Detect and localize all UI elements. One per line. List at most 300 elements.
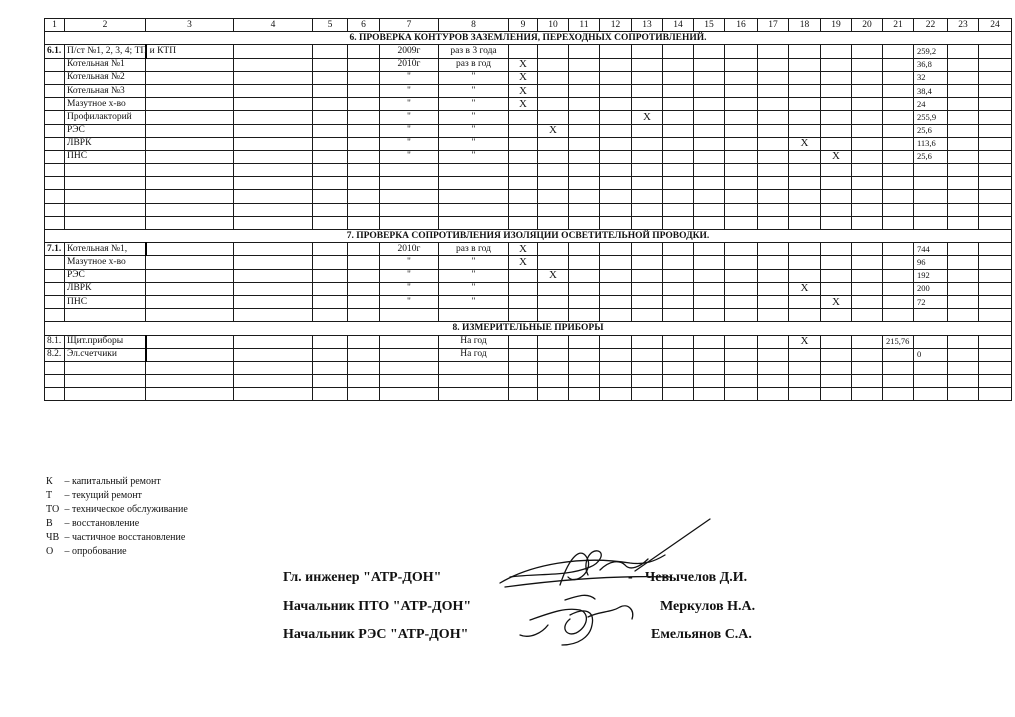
table-cell — [600, 177, 632, 190]
table-cell — [821, 388, 852, 401]
table-cell — [979, 335, 1012, 348]
table-cell — [146, 137, 234, 150]
period-cell: раз в 3 года — [439, 45, 509, 58]
signature-dash: - — [628, 570, 633, 585]
table-cell — [569, 124, 600, 137]
table-cell — [380, 190, 439, 203]
table-cell — [146, 98, 234, 111]
period-cell: " — [439, 111, 509, 124]
table-cell — [914, 388, 948, 401]
table-cell — [694, 203, 725, 216]
section-title-row — [45, 322, 1012, 335]
table-cell — [725, 243, 758, 256]
table-cell — [348, 216, 380, 229]
table-row — [45, 335, 1012, 348]
table-cell — [694, 335, 725, 348]
table-cell — [758, 243, 789, 256]
table-cell — [694, 124, 725, 137]
table-cell — [146, 190, 234, 203]
table-cell — [758, 348, 789, 361]
table-cell — [758, 216, 789, 229]
table-cell — [883, 58, 914, 71]
column-header: 14 — [663, 19, 694, 32]
table-cell — [883, 295, 914, 308]
table-cell — [348, 348, 380, 361]
table-cell — [883, 177, 914, 190]
year-cell: 2010г — [380, 58, 439, 71]
year-cell: " — [380, 256, 439, 269]
object-name: ПНС — [65, 295, 146, 308]
column-header: 20 — [852, 19, 883, 32]
table-cell — [348, 111, 380, 124]
row-number — [45, 282, 65, 295]
column-header: 3 — [146, 19, 234, 32]
value-cell: 200 — [914, 282, 948, 295]
table-cell — [725, 309, 758, 322]
empty-row — [45, 375, 1012, 388]
table-cell — [821, 203, 852, 216]
table-cell — [948, 295, 979, 308]
table-cell — [883, 98, 914, 111]
table-cell — [313, 295, 348, 308]
schedule-mark: X — [821, 150, 852, 163]
table-cell — [789, 203, 821, 216]
column-header: 10 — [538, 19, 569, 32]
table-cell — [600, 348, 632, 361]
table-cell — [538, 348, 569, 361]
table-cell — [821, 269, 852, 282]
table-cell — [883, 282, 914, 295]
table-cell — [313, 45, 348, 58]
table-cell — [632, 84, 663, 97]
table-cell — [725, 177, 758, 190]
table-cell — [979, 256, 1012, 269]
year-cell: " — [380, 98, 439, 111]
table-cell — [725, 45, 758, 58]
table-cell — [725, 269, 758, 282]
table-cell — [146, 335, 234, 348]
object-name: Эл.счетчики — [65, 348, 146, 361]
table-cell — [725, 335, 758, 348]
table-cell — [538, 375, 569, 388]
table-row — [45, 111, 1012, 124]
table-row — [45, 71, 1012, 84]
table-cell — [821, 98, 852, 111]
table-cell — [979, 282, 1012, 295]
row-number: 6.1. — [45, 45, 65, 58]
table-cell — [600, 124, 632, 137]
row-number — [45, 295, 65, 308]
table-cell — [313, 124, 348, 137]
table-cell — [948, 243, 979, 256]
table-cell — [883, 388, 914, 401]
table-cell — [948, 388, 979, 401]
value-cell: 25,6 — [914, 124, 948, 137]
table-cell — [234, 111, 313, 124]
table-cell — [979, 84, 1012, 97]
value-cell: 24 — [914, 98, 948, 111]
row-number — [45, 124, 65, 137]
table-cell — [948, 98, 979, 111]
section-title-row — [45, 230, 1012, 243]
table-cell — [789, 309, 821, 322]
table-cell — [632, 295, 663, 308]
table-cell — [348, 335, 380, 348]
column-header: 1 — [45, 19, 65, 32]
column-header: 23 — [948, 19, 979, 32]
table-cell — [883, 216, 914, 229]
year-cell: " — [380, 269, 439, 282]
table-cell — [538, 335, 569, 348]
table-cell — [600, 45, 632, 58]
empty-row — [45, 388, 1012, 401]
column-header: 15 — [694, 19, 725, 32]
table-cell — [65, 361, 146, 374]
table-cell — [852, 256, 883, 269]
section-title: 8. ИЗМЕРИТЕЛЬНЫЕ ПРИБОРЫ — [45, 322, 1012, 335]
period-cell: раз в год — [439, 243, 509, 256]
table-cell — [600, 190, 632, 203]
table-cell — [632, 375, 663, 388]
table-cell — [948, 309, 979, 322]
legend-text: – текущий ремонт — [64, 490, 142, 501]
object-name: ЛВРК — [65, 282, 146, 295]
legend-code: В — [46, 518, 53, 529]
table-cell — [725, 190, 758, 203]
table-cell — [789, 98, 821, 111]
table-cell — [725, 71, 758, 84]
table-cell — [852, 282, 883, 295]
object-name: Профилакторий — [65, 111, 146, 124]
table-cell — [821, 375, 852, 388]
table-cell — [663, 98, 694, 111]
row-number — [45, 71, 65, 84]
legend-text: – частичное восстановление — [64, 532, 186, 543]
table-cell — [632, 58, 663, 71]
table-cell — [632, 150, 663, 163]
value-cell — [914, 335, 948, 348]
schedule-mark: X — [538, 269, 569, 282]
section-title: 7. ПРОВЕРКА СОПРОТИВЛЕНИЯ ИЗОЛЯЦИИ ОСВЕТИТЕЛЬНОЙ ПРОВОДКИ. — [45, 230, 1012, 243]
table-cell — [852, 84, 883, 97]
table-cell — [146, 164, 234, 177]
table-cell — [569, 216, 600, 229]
table-cell — [632, 388, 663, 401]
table-cell — [758, 84, 789, 97]
table-cell — [725, 282, 758, 295]
table-row — [45, 84, 1012, 97]
table-cell — [883, 269, 914, 282]
schedule-mark: X — [789, 137, 821, 150]
table-cell — [632, 177, 663, 190]
table-cell — [439, 164, 509, 177]
table-cell — [852, 216, 883, 229]
table-cell — [348, 84, 380, 97]
row-number — [45, 269, 65, 282]
table-cell — [979, 58, 1012, 71]
table-cell — [538, 203, 569, 216]
table-cell — [883, 150, 914, 163]
column-header: 9 — [509, 19, 538, 32]
row-number: 8.2. — [45, 348, 65, 361]
table-cell — [313, 243, 348, 256]
table-cell — [146, 243, 234, 256]
object-name: П/ст №1, 2, 3, 4; ТП и КТП — [65, 45, 146, 58]
table-cell — [914, 309, 948, 322]
table-cell — [538, 45, 569, 58]
table-cell — [789, 177, 821, 190]
table-cell — [65, 309, 146, 322]
table-cell — [694, 348, 725, 361]
value-cell: 259,2 — [914, 45, 948, 58]
table-cell — [234, 71, 313, 84]
table-cell — [852, 335, 883, 348]
value-cell: 96 — [914, 256, 948, 269]
table-cell — [694, 375, 725, 388]
period-cell: " — [439, 137, 509, 150]
table-cell — [146, 84, 234, 97]
table-cell — [758, 150, 789, 163]
value-cell: 215,76 — [883, 335, 914, 348]
table-cell — [569, 111, 600, 124]
table-cell — [380, 361, 439, 374]
period-cell: На год — [439, 335, 509, 348]
column-header: 24 — [979, 19, 1012, 32]
table-cell — [663, 150, 694, 163]
table-cell — [569, 137, 600, 150]
legend-text: – техническое обслуживание — [64, 504, 188, 515]
table-cell — [663, 111, 694, 124]
table-cell — [509, 309, 538, 322]
table-cell — [509, 190, 538, 203]
table-cell — [146, 177, 234, 190]
table-cell — [538, 295, 569, 308]
table-cell — [632, 243, 663, 256]
table-cell — [313, 216, 348, 229]
table-cell — [821, 190, 852, 203]
table-cell — [348, 295, 380, 308]
table-cell — [313, 348, 348, 361]
signature-title-chief-engineer: Гл. инженер "АТР-ДОН" — [283, 570, 442, 585]
table-cell — [758, 388, 789, 401]
table-cell — [789, 348, 821, 361]
table-cell — [600, 375, 632, 388]
table-cell — [789, 256, 821, 269]
table-cell — [663, 124, 694, 137]
table-cell — [694, 295, 725, 308]
table-cell — [146, 269, 234, 282]
table-cell — [883, 164, 914, 177]
table-cell — [852, 164, 883, 177]
column-header: 6 — [348, 19, 380, 32]
table-cell — [632, 348, 663, 361]
table-cell — [883, 190, 914, 203]
table-cell — [632, 256, 663, 269]
table-cell — [146, 71, 234, 84]
table-cell — [538, 71, 569, 84]
table-cell — [600, 388, 632, 401]
row-number — [45, 137, 65, 150]
period-cell: " — [439, 71, 509, 84]
table-cell — [313, 58, 348, 71]
table-cell — [821, 45, 852, 58]
table-cell — [758, 164, 789, 177]
empty-row — [45, 309, 1012, 322]
table-cell — [569, 309, 600, 322]
schedule-mark: X — [632, 111, 663, 124]
table-cell — [569, 388, 600, 401]
column-header: 17 — [758, 19, 789, 32]
table-row — [45, 45, 1012, 58]
table-cell — [694, 309, 725, 322]
object-name: Мазутное х-во — [65, 256, 146, 269]
table-cell — [694, 164, 725, 177]
table-cell — [600, 164, 632, 177]
table-cell — [725, 58, 758, 71]
table-cell — [538, 137, 569, 150]
table-cell — [789, 295, 821, 308]
period-cell: " — [439, 98, 509, 111]
table-cell — [821, 164, 852, 177]
table-cell — [821, 84, 852, 97]
table-cell — [758, 58, 789, 71]
table-cell — [694, 58, 725, 71]
table-cell — [948, 375, 979, 388]
value-cell: 113,6 — [914, 137, 948, 150]
table-cell — [789, 164, 821, 177]
table-cell — [348, 45, 380, 58]
column-header-row — [45, 19, 1012, 32]
table-cell — [914, 190, 948, 203]
object-name: Мазутное х-во — [65, 98, 146, 111]
legend-item — [46, 489, 188, 503]
table-cell — [663, 361, 694, 374]
table-cell — [234, 256, 313, 269]
table-cell — [789, 71, 821, 84]
table-cell — [538, 216, 569, 229]
table-cell — [146, 309, 234, 322]
period-cell: " — [439, 269, 509, 282]
table-cell — [914, 361, 948, 374]
table-cell — [979, 269, 1012, 282]
column-header: 12 — [600, 19, 632, 32]
table-cell — [694, 98, 725, 111]
table-cell — [538, 98, 569, 111]
table-cell — [632, 216, 663, 229]
table-cell — [725, 388, 758, 401]
table-cell — [852, 98, 883, 111]
table-cell — [380, 177, 439, 190]
object-name: Котельная №3 — [65, 84, 146, 97]
table-cell — [509, 111, 538, 124]
table-cell — [234, 388, 313, 401]
table-cell — [979, 45, 1012, 58]
table-cell — [663, 243, 694, 256]
period-cell: " — [439, 282, 509, 295]
table-cell — [509, 361, 538, 374]
table-cell — [758, 269, 789, 282]
table-cell — [694, 150, 725, 163]
table-cell — [979, 295, 1012, 308]
table-cell — [883, 137, 914, 150]
object-name: РЭС — [65, 124, 146, 137]
row-number — [45, 256, 65, 269]
table-cell — [538, 111, 569, 124]
table-cell — [663, 177, 694, 190]
table-cell — [789, 124, 821, 137]
table-cell — [65, 388, 146, 401]
object-name: Котельная №2 — [65, 71, 146, 84]
table-cell — [725, 256, 758, 269]
table-cell — [758, 71, 789, 84]
table-cell — [979, 111, 1012, 124]
table-cell — [694, 177, 725, 190]
table-cell — [694, 282, 725, 295]
table-cell — [569, 71, 600, 84]
table-cell — [758, 111, 789, 124]
year-cell: " — [380, 295, 439, 308]
table-cell — [821, 177, 852, 190]
table-cell — [632, 282, 663, 295]
table-cell — [45, 216, 65, 229]
table-cell — [600, 361, 632, 374]
table-cell — [348, 309, 380, 322]
legend-code: О — [46, 546, 54, 557]
signature-title-res-head: Начальник РЭС "АТР-ДОН" — [283, 627, 469, 642]
table-cell — [663, 71, 694, 84]
maintenance-schedule-table — [44, 18, 1012, 401]
table-cell — [234, 98, 313, 111]
column-header: 19 — [821, 19, 852, 32]
table-cell — [883, 309, 914, 322]
table-cell — [852, 203, 883, 216]
empty-row — [45, 216, 1012, 229]
table-cell — [600, 243, 632, 256]
table-cell — [914, 203, 948, 216]
table-cell — [439, 388, 509, 401]
object-name: Котельная №1, — [65, 243, 146, 256]
table-cell — [948, 45, 979, 58]
table-cell — [979, 150, 1012, 163]
table-cell — [146, 216, 234, 229]
value-cell: 255,9 — [914, 111, 948, 124]
signature-name-pto-head: Меркулов Н.А. — [660, 599, 756, 614]
table-cell — [45, 190, 65, 203]
table-cell — [948, 177, 979, 190]
table-cell — [509, 124, 538, 137]
table-cell — [600, 335, 632, 348]
table-cell — [538, 190, 569, 203]
table-cell — [234, 269, 313, 282]
table-cell — [439, 216, 509, 229]
table-cell — [509, 269, 538, 282]
table-cell — [979, 137, 1012, 150]
table-cell — [146, 150, 234, 163]
table-cell — [632, 137, 663, 150]
table-cell — [600, 71, 632, 84]
schedule-mark: X — [509, 71, 538, 84]
table-cell — [852, 388, 883, 401]
table-cell — [538, 309, 569, 322]
year-cell: " — [380, 84, 439, 97]
value-cell: 32 — [914, 71, 948, 84]
table-cell — [663, 282, 694, 295]
table-row — [45, 348, 1012, 361]
period-cell: " — [439, 84, 509, 97]
legend-code: Т — [46, 490, 53, 501]
table-cell — [569, 375, 600, 388]
table-cell — [979, 203, 1012, 216]
